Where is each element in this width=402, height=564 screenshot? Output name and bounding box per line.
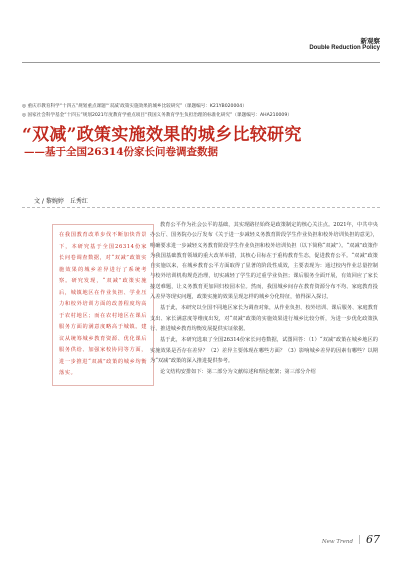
- abstract-box: [52, 224, 154, 386]
- journal-name: New Trend: [321, 539, 353, 545]
- article-authors: 文 / 黎婉婷 丘秀红: [34, 198, 88, 205]
- funding-notes: [22, 103, 380, 120]
- body-paragraph: 基于此，本研究选取了全国26314份家长问卷数据，试图回答：（1）“双减”政策在城乡地区的实施效果是否存在差异？（2）差异主要体现在哪些方面？（3）影响城乡差异的因素有哪些？以期为“双减”政策的深入推进提供参考。: [150, 337, 378, 364]
- column-header: [309, 38, 380, 52]
- section-divider: [22, 207, 380, 208]
- funding-note: ◎ 国家社会科学基金“十四五”规划2021年度教育学重点项目“我国义务教育学生负担治理的标准化研究”（课题编号：AHA210009）: [22, 112, 292, 118]
- funding-note: ◎ 重庆市教育科学“十四五”规划重点课题“‘双减’政策实施效果的城乡比较研究”（课题编号：K21YB020004）: [22, 104, 247, 109]
- column-subtitle: Double Reduction Policy: [309, 45, 380, 52]
- footer-divider: [359, 535, 360, 544]
- header-divider: [22, 62, 380, 63]
- article-body: [150, 220, 378, 378]
- column-title: 新观察: [360, 37, 380, 45]
- article-subtitle: ——基于全国26314份家长问卷调查数据: [24, 146, 219, 158]
- page-number: 67: [366, 533, 380, 546]
- abstract-text: 在我国教育改革步伐不断加快背景下，本研究基于全国26314份家长问卷调查数据，对“双减”政策实施效果的城乡差异进行了系统考察。研究发现，“双减”政策实施后，城镇地区在作业负担、学业压力和校外培训方面的改善程度均高于农村地区；而在农村地区在课后服务方面的满意度略高于城镇。建议从统筹城乡教育资源、优化课后服务供给、加强家校协同等方面，进一步推进“双减”政策的城乡均衡落实。: [59, 232, 147, 376]
- page-footer: [322, 533, 380, 546]
- article-title: “双减”政策实施效果的城乡比较研究: [22, 125, 302, 145]
- body-paragraph: 基于此，本研究以全国不同地区家长为调查对象，从作业负担、校外培训、课后服务、家庭教育支出、家长满意度等维度出发，对“双减”政策的实施效果进行城乡比较分析，为进一步优化政策执行、推进城乡教育均衡发展提供实证依据。: [150, 305, 378, 332]
- body-paragraph: 论文结构安排如下：第二部分为文献综述和理论框架；第三部分介绍: [160, 369, 316, 376]
- body-paragraph: 教育公平作为社会公平的基础，其实现路径始终是政策制定的核心关注点。2021年，中共中央办公厅、国务院办公厅发布《关于进一步减轻义务教育阶段学生作业负担和校外培训负担的意见》，明确要求进一步减轻义务教育阶段学生作业负担和校外培训负担（以下简称“双减”）。“双减”政策作为我国基础教育领域的重大改革举措，其核心目标在于重构教育生态，促进教育公平。“双减”政策自实施以来，在城乡教育公平方面取得了显著的阶段性成效，主要表现为：通过校内作业总量控制与校外培训机构规范治理，切实减轻了学生的过重学业负担；课后服务全面开展，有效回应了家长接送难题，让义务教育更加回归校园本位。然而，我国城乡间存在教育资源分布不均、家庭教育投入差异等现实问题，政策实施的效果呈现怎样的城乡分化特征，值得深入探讨。: [150, 222, 378, 301]
